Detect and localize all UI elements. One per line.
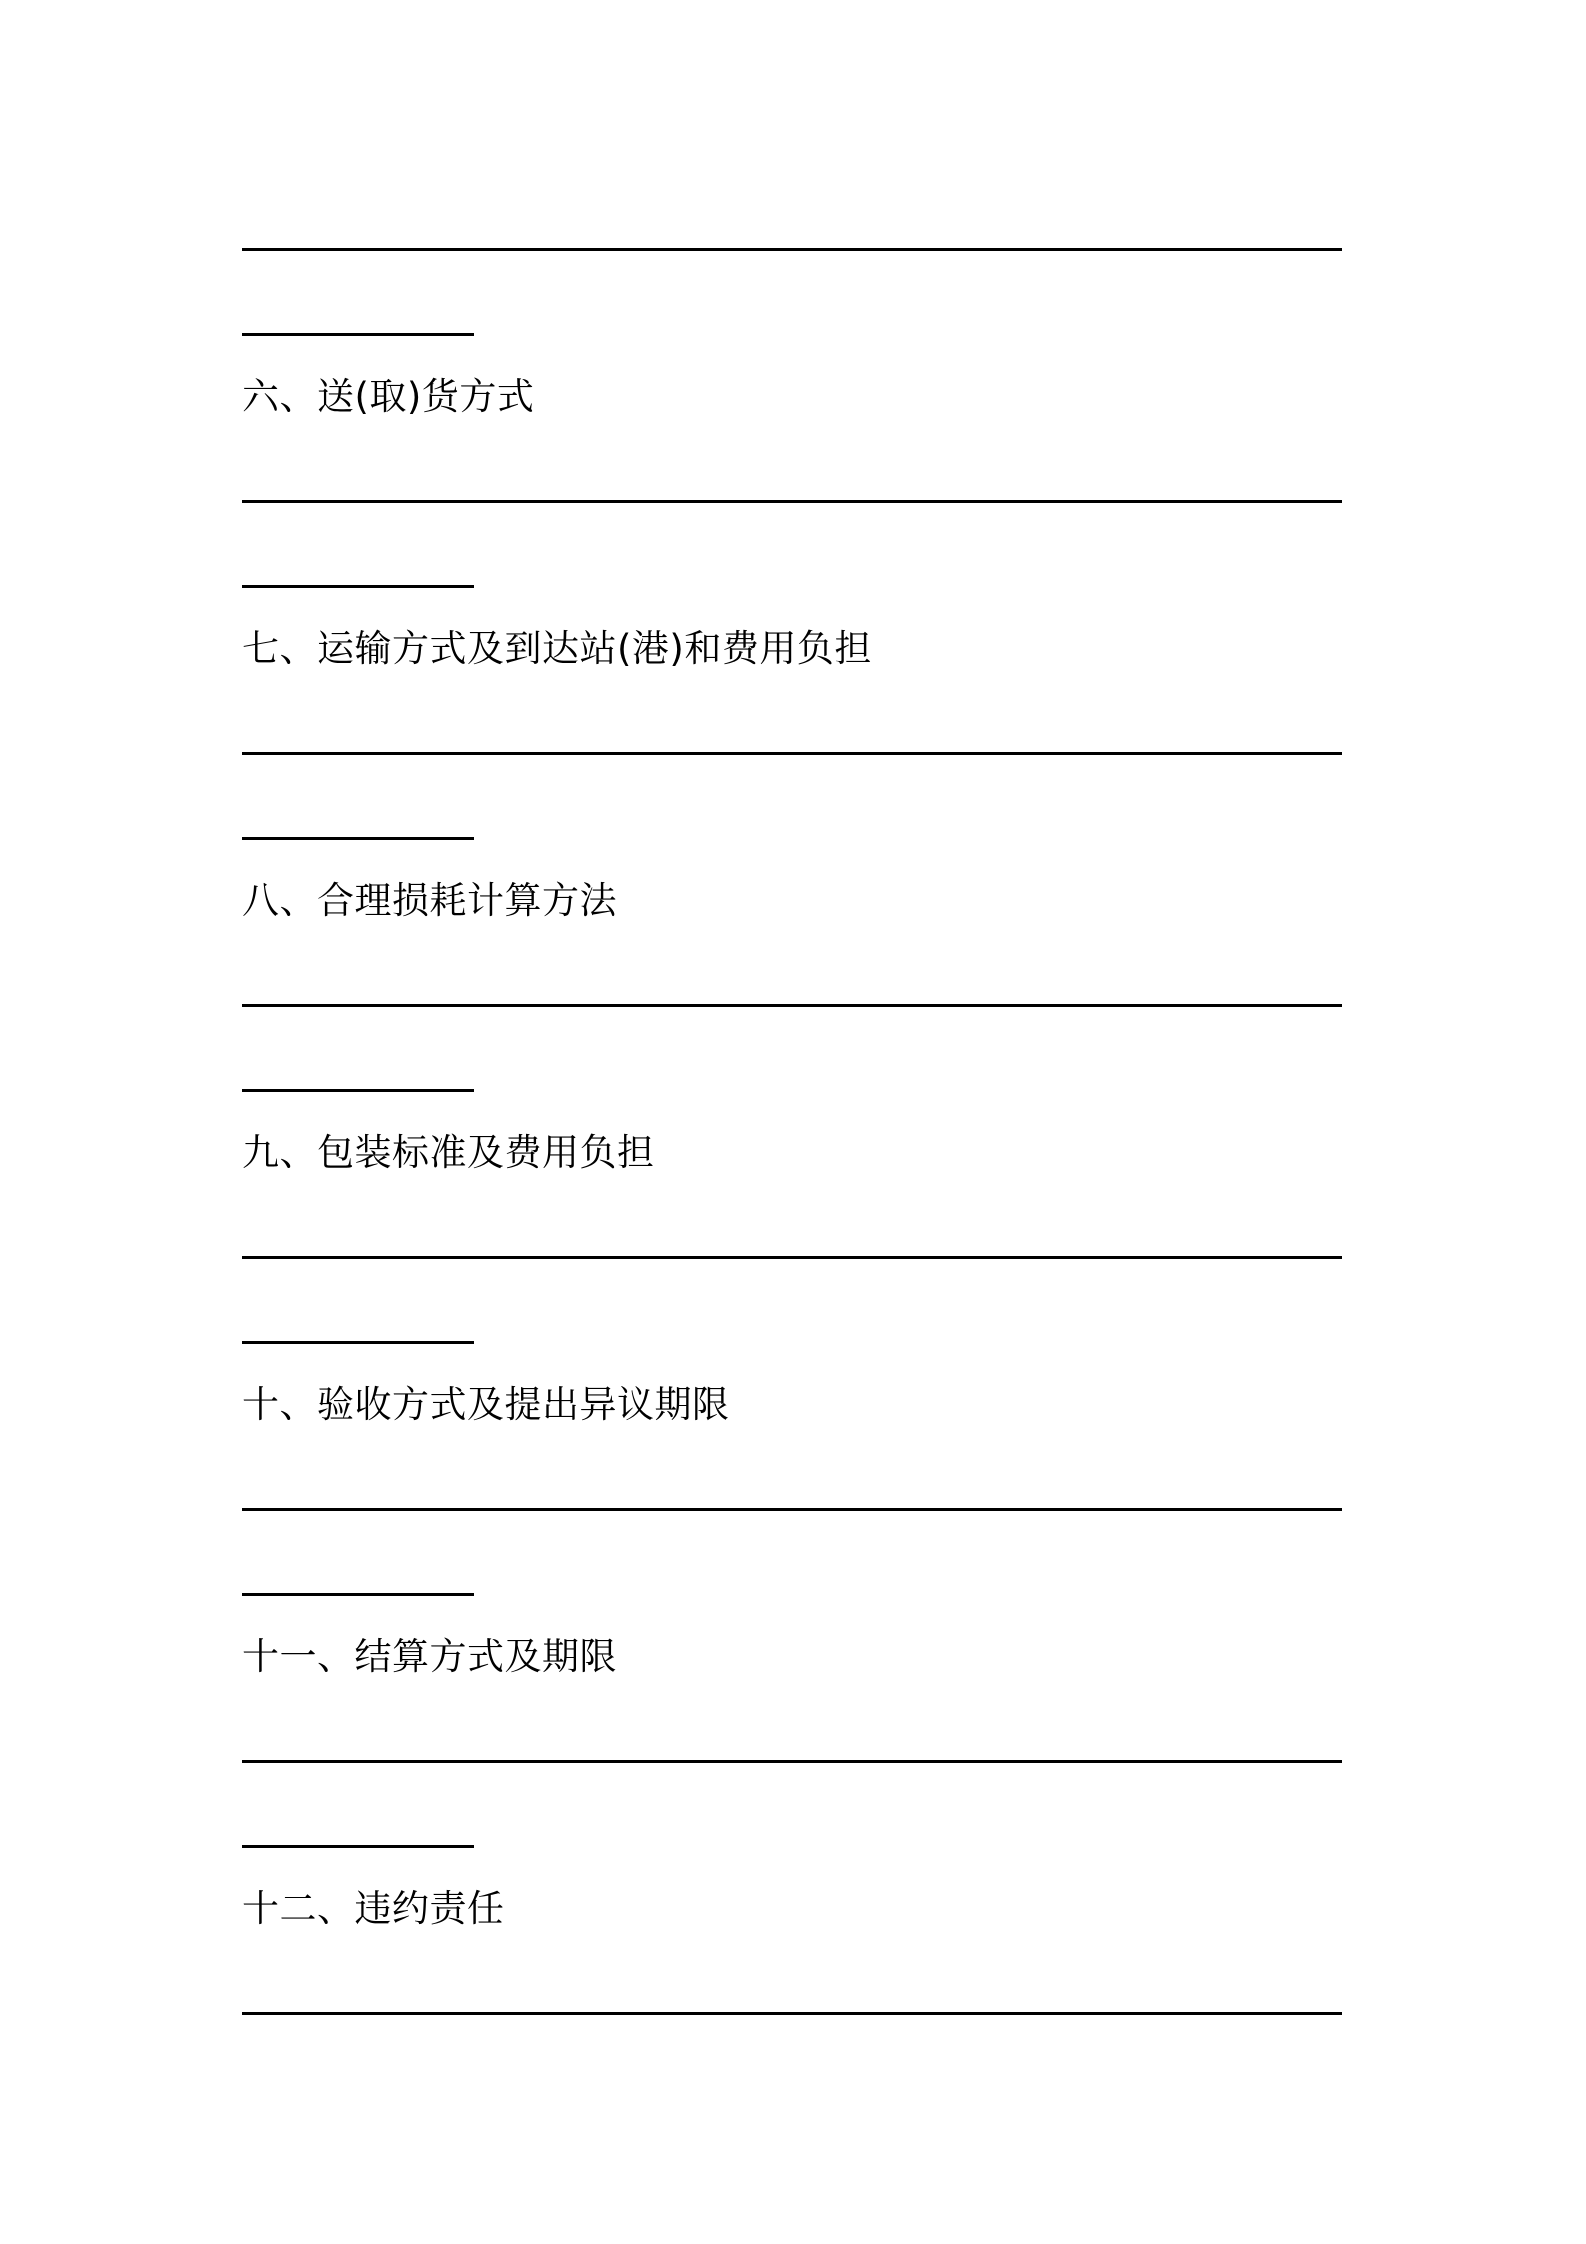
blank-line — [242, 248, 1342, 251]
blank-line-short — [242, 837, 474, 840]
blank-line — [242, 1760, 1342, 1763]
blank-line — [242, 1508, 1342, 1511]
section-heading-11: 十一、结算方式及期限 — [242, 1635, 617, 1678]
blank-line-short — [242, 1845, 474, 1848]
section-heading-12: 十二、违约责任 — [242, 1887, 505, 1930]
blank-line — [242, 500, 1342, 503]
section-heading-7: 七、运输方式及到达站(港)和费用负担 — [242, 627, 872, 670]
blank-line-short — [242, 1593, 474, 1596]
blank-line-short — [242, 1089, 474, 1092]
blank-line — [242, 1004, 1342, 1007]
blank-line — [242, 1256, 1342, 1259]
section-heading-6: 六、送(取)货方式 — [242, 375, 535, 418]
blank-line-short — [242, 1341, 474, 1344]
section-heading-10: 十、验收方式及提出异议期限 — [242, 1383, 730, 1426]
blank-line-short — [242, 333, 474, 336]
section-heading-9: 九、包装标准及费用负担 — [242, 1131, 655, 1174]
blank-line-short — [242, 585, 474, 588]
section-heading-8: 八、合理损耗计算方法 — [242, 879, 617, 922]
blank-line — [242, 2012, 1342, 2015]
blank-line — [242, 752, 1342, 755]
